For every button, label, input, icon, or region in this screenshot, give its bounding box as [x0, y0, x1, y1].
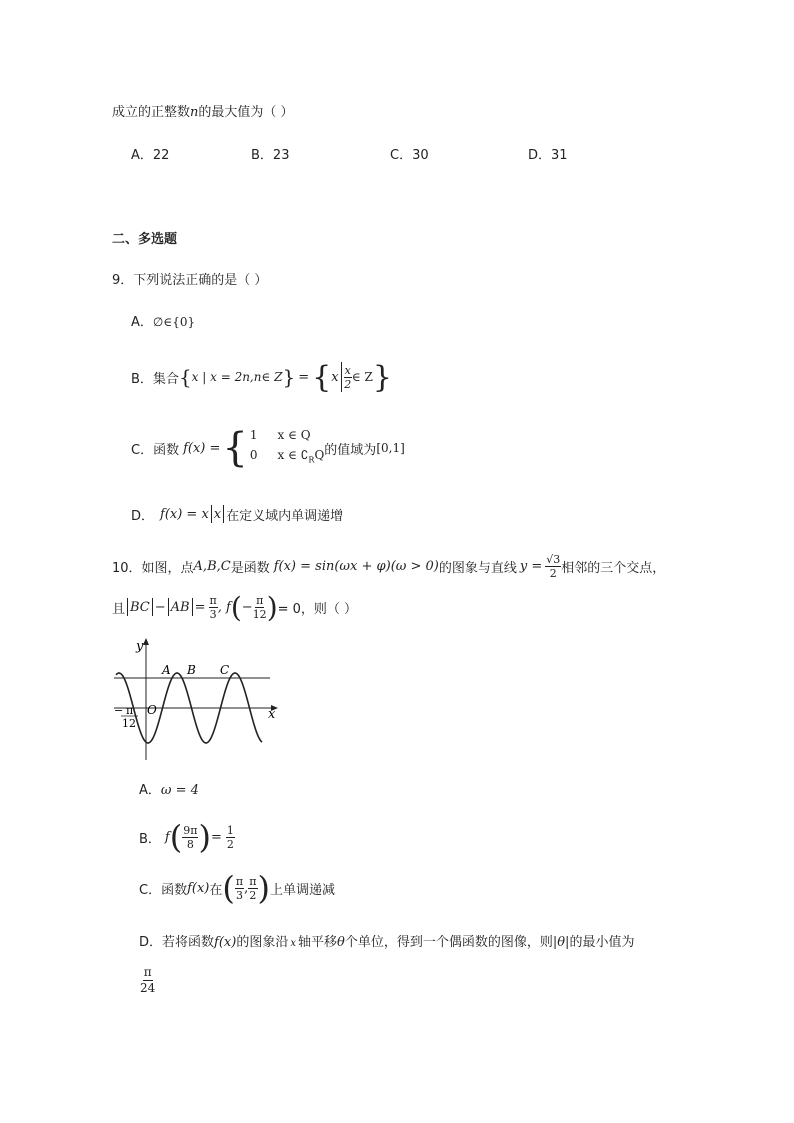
y-label: y: [136, 639, 144, 654]
option-value: 22: [152, 148, 170, 163]
brace-close: }: [372, 359, 392, 395]
set-expr: x | x = 2n,n∈ Z: [191, 370, 283, 384]
brace-open: {: [312, 359, 332, 395]
q8-text-a: 成立的正整数: [112, 105, 191, 120]
piecewise-rows: [250, 425, 324, 470]
point-b-label: B: [187, 663, 196, 677]
option-label: C．: [131, 442, 154, 458]
q9-option-a[interactable]: [131, 311, 195, 330]
denominator: 12: [252, 607, 267, 621]
row-value: 0: [249, 448, 258, 463]
q8-option-d[interactable]: [528, 144, 568, 163]
denominator: 2: [226, 837, 234, 851]
point-a-label: A: [162, 663, 171, 677]
paren-close: ): [257, 869, 270, 907]
option-expr: ω = 4: [160, 783, 199, 798]
fraction: [344, 364, 352, 391]
q10-stem-line1: [112, 551, 665, 581]
numerator: x: [344, 363, 351, 377]
option-label: C．: [139, 882, 162, 898]
abs-bar: [223, 505, 224, 523]
q8-tail: [112, 101, 294, 120]
q9-stem: 9．下列说法正确的是（ ）: [112, 273, 268, 288]
brace-close: }: [282, 365, 296, 389]
option-suffix: 在定义域内单调递增: [226, 508, 344, 524]
q10-stem-line2: [112, 590, 357, 624]
piecewise-row-1: [250, 425, 324, 445]
stem-text: 10．如图，点: [112, 560, 194, 576]
option-label: B．: [139, 831, 161, 847]
option-label: B．: [131, 371, 153, 387]
section-title: 二、多选题: [112, 232, 178, 247]
q8-var-n: n: [190, 105, 199, 120]
option-text: 的最小值为: [569, 935, 635, 950]
stem-text: = 0，则（ ）: [277, 601, 358, 617]
tick-neg: −: [114, 704, 124, 717]
option-label: D．: [131, 508, 155, 524]
option-label: B．: [251, 148, 273, 163]
q10-option-d-answer: [140, 965, 155, 996]
numerator: π: [256, 593, 264, 607]
q10-option-b[interactable]: [139, 818, 235, 856]
row-set: Q: [314, 448, 325, 463]
abs-var: x: [213, 506, 222, 522]
line-y: y =: [519, 558, 543, 574]
fraction: [235, 875, 244, 902]
row-cond: x ∈ ∁: [277, 448, 309, 463]
option-prefix: 集合: [152, 371, 179, 387]
fraction: [140, 965, 155, 996]
option-label: D．: [139, 935, 163, 950]
equals: =: [210, 829, 222, 845]
tick-numerator: π: [126, 704, 134, 717]
option-value: 23: [272, 148, 290, 163]
paren-close: ): [198, 818, 211, 856]
numerator: π: [209, 593, 217, 607]
option-value: 31: [551, 148, 568, 163]
q9-option-b[interactable]: B． 集合 { x | x = 2n,n∈ Z } = { x $\frac{x}{2}$ ∈ Z }: [131, 359, 392, 395]
q10-option-c[interactable]: C． 函数 f(x) 在 ( $\frac{\pi}{3}$ , $\frac{\pi}{2}$ ) 上单调递减: [139, 869, 335, 907]
tick-denominator: 12: [122, 717, 136, 730]
q10-option-d[interactable]: [139, 931, 634, 950]
row-value: 1: [249, 428, 258, 443]
numerator: 9π: [183, 823, 198, 837]
function-expr: f(x) = sin(ωx + φ)(ω > 0): [273, 558, 439, 574]
option-label: A．: [131, 315, 153, 330]
paren-close: ): [266, 590, 278, 624]
option-label: A．: [131, 148, 153, 163]
fraction: [209, 594, 218, 621]
numerator: 1: [226, 823, 234, 837]
paren-open: (: [169, 818, 183, 856]
option-suffix: 的值域为: [324, 442, 377, 458]
row-cond: x ∈ Q: [277, 428, 311, 443]
segment-ab: AB: [170, 599, 190, 615]
q8-option-c[interactable]: [390, 144, 429, 163]
theta: θ: [337, 935, 345, 950]
option-value: 30: [412, 148, 429, 163]
q8-text-b: 的最大值为（ ）: [198, 105, 294, 120]
abs-bar: [152, 598, 153, 616]
function-f: , f: [217, 599, 231, 615]
x-label: x: [268, 707, 276, 722]
numerator: π: [249, 874, 257, 888]
option-label: C．: [390, 148, 413, 163]
function-f: f(x) =: [183, 440, 221, 456]
abs-bar: [192, 598, 193, 616]
numerator: π: [143, 965, 152, 979]
brace-open: {: [178, 365, 192, 389]
axis-x: x: [290, 938, 296, 949]
fraction: [248, 875, 257, 902]
minus: −: [154, 599, 166, 615]
q9-option-d[interactable]: [131, 503, 343, 525]
abs-bar: [168, 598, 169, 616]
q8-option-a[interactable]: [131, 144, 169, 163]
minus: −: [241, 599, 253, 615]
paren-open: (: [222, 869, 235, 907]
option-label: D．: [528, 148, 552, 163]
denominator: 2: [344, 377, 352, 391]
equals: =: [194, 599, 206, 615]
paren-open: (: [230, 590, 242, 624]
stem-text: 的图象与直线: [438, 560, 517, 576]
points-abc: A,B,C: [193, 558, 231, 574]
function-f: f: [164, 829, 170, 845]
origin-label: O: [147, 703, 157, 717]
fraction: [545, 553, 561, 580]
point-c-label: C: [220, 663, 230, 677]
set-var: x: [331, 369, 339, 385]
denominator: 24: [140, 981, 156, 995]
q9-option-c[interactable]: [131, 425, 405, 471]
abs-theta: |θ|: [552, 935, 570, 950]
row-sub: R: [308, 455, 315, 465]
option-range: [0,1]: [376, 441, 405, 455]
stem-text: 是函数: [230, 560, 270, 576]
option-suffix: 上单调递减: [269, 882, 335, 898]
abs-bar: [127, 598, 128, 616]
set-in-z: ∈ Z: [351, 370, 373, 384]
option-text: 若将函数: [162, 935, 215, 950]
option-prefix: 函数: [153, 442, 180, 458]
option-text: 个单位，得到一个偶函数的图像，则: [344, 935, 553, 950]
fraction: [253, 594, 267, 621]
stem-text: 且: [112, 601, 126, 617]
option-prefix: 函数: [161, 882, 188, 898]
stem-text: 相邻的三个交点，: [561, 560, 666, 576]
option-text: 在: [209, 882, 223, 898]
denominator: 2: [249, 888, 257, 902]
option-text: 轴平移: [297, 935, 337, 950]
fraction: [226, 824, 235, 851]
denominator: 8: [186, 837, 194, 851]
function-f: f(x): [187, 880, 210, 896]
option-expr: ∅∈{0}: [152, 315, 196, 329]
piecewise-brace: {: [222, 425, 248, 471]
set-bar: [341, 362, 342, 392]
sine-graph: [112, 636, 282, 762]
y-axis-arrow-icon: [143, 638, 149, 645]
function-f: f(x): [214, 935, 237, 950]
abs-bar: [211, 505, 212, 523]
option-text: 的图象沿: [236, 935, 289, 950]
q8-option-b[interactable]: [251, 144, 289, 163]
numerator: π: [235, 874, 244, 888]
denominator: 3: [209, 607, 217, 621]
option-label: A．: [139, 783, 161, 798]
fraction: [182, 824, 198, 851]
piecewise-row-2: [250, 445, 324, 470]
numerator: √3: [546, 552, 561, 566]
q10-option-a[interactable]: [139, 779, 199, 798]
function-f: f(x) = x: [160, 506, 209, 522]
denominator: 2: [549, 566, 557, 580]
denominator: 3: [236, 888, 243, 902]
segment-bc: BC: [130, 599, 150, 615]
